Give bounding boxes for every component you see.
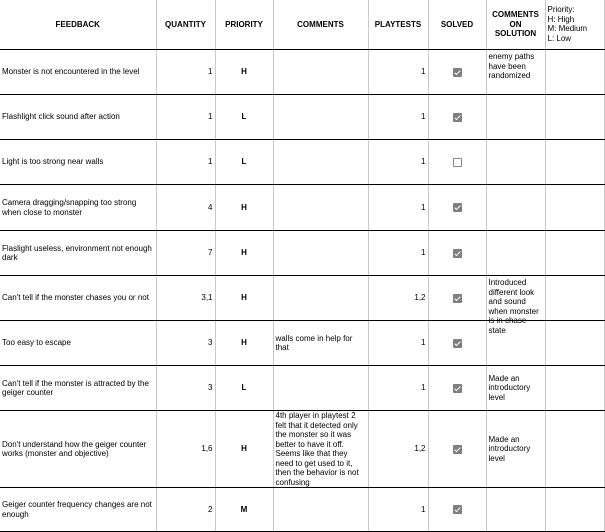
playtests-cell[interactable]: 1 bbox=[368, 366, 428, 411]
checked-checkbox[interactable] bbox=[453, 445, 462, 454]
checked-checkbox[interactable] bbox=[453, 505, 462, 514]
priority-cell[interactable]: L bbox=[215, 140, 273, 185]
solved-cell[interactable] bbox=[428, 276, 486, 321]
solution-cell[interactable] bbox=[486, 95, 545, 140]
legend-title: Priority: bbox=[547, 5, 575, 14]
table-row bbox=[0, 140, 604, 185]
empty-cell[interactable] bbox=[545, 185, 604, 231]
checked-checkbox[interactable] bbox=[453, 68, 462, 77]
solution-cell[interactable] bbox=[486, 50, 545, 95]
table-row bbox=[0, 50, 604, 95]
solution-cell[interactable] bbox=[486, 140, 545, 185]
header-comments[interactable]: COMMENTS bbox=[273, 0, 368, 50]
empty-cell[interactable] bbox=[545, 488, 604, 532]
quantity-cell[interactable]: 4 bbox=[156, 185, 215, 231]
legend-high: H: High bbox=[547, 14, 575, 24]
empty-cell[interactable] bbox=[545, 231, 604, 276]
comments-cell[interactable] bbox=[273, 185, 368, 231]
comments-cell[interactable] bbox=[273, 366, 368, 411]
empty-cell[interactable] bbox=[545, 95, 604, 140]
playtests-cell[interactable]: 1 bbox=[368, 50, 428, 95]
solution-text: Introduced different look and sound when monster is in chase state bbox=[488, 278, 539, 335]
solution-cell[interactable] bbox=[486, 488, 545, 532]
solution-text: enemy paths have been randomized bbox=[488, 52, 535, 80]
playtests-cell[interactable]: 1,2 bbox=[368, 411, 428, 488]
solution-cell[interactable] bbox=[486, 366, 545, 411]
solved-cell[interactable] bbox=[428, 366, 486, 411]
feedback-cell[interactable]: Geiger counter frequency changes are not enough bbox=[0, 488, 156, 532]
playtests-cell[interactable]: 1 bbox=[368, 321, 428, 366]
checked-checkbox[interactable] bbox=[453, 203, 462, 212]
solution-cell[interactable] bbox=[486, 231, 545, 276]
feedback-cell[interactable]: Light is too strong near walls bbox=[0, 140, 156, 185]
legend-medium: M: Medium bbox=[547, 24, 588, 33]
comments-cell[interactable] bbox=[273, 276, 368, 321]
solution-cell[interactable] bbox=[486, 185, 545, 231]
feedback-cell[interactable]: Flashlight click sound after action bbox=[0, 95, 156, 140]
table-row bbox=[0, 366, 604, 411]
playtests-cell[interactable]: 1 bbox=[368, 231, 428, 276]
solved-cell[interactable] bbox=[428, 411, 486, 488]
priority-legend[interactable] bbox=[545, 0, 604, 50]
solved-cell[interactable] bbox=[428, 488, 486, 532]
empty-cell[interactable] bbox=[545, 411, 604, 488]
solution-text: Made an introductory level bbox=[488, 373, 531, 402]
priority-cell[interactable]: H bbox=[215, 185, 273, 231]
quantity-cell[interactable]: 1 bbox=[156, 50, 215, 95]
table-row bbox=[0, 231, 604, 276]
priority-cell[interactable]: L bbox=[215, 95, 273, 140]
playtests-cell[interactable]: 1 bbox=[368, 488, 428, 532]
playtests-cell[interactable]: 1 bbox=[368, 140, 428, 185]
feedback-cell[interactable]: Don't understand how the geiger counter works (monster and objective) bbox=[0, 411, 156, 488]
empty-cell[interactable] bbox=[545, 140, 604, 185]
playtests-cell[interactable]: 1 bbox=[368, 185, 428, 231]
priority-cell[interactable]: H bbox=[215, 50, 273, 95]
solution-cell[interactable] bbox=[486, 276, 545, 335]
priority-cell[interactable]: H bbox=[215, 276, 273, 321]
comments-cell[interactable]: walls come in help for that bbox=[273, 321, 368, 366]
quantity-cell[interactable]: 3,1 bbox=[156, 276, 215, 321]
solved-cell[interactable] bbox=[428, 231, 486, 276]
priority-cell[interactable]: H bbox=[215, 321, 273, 366]
quantity-cell[interactable]: 1 bbox=[156, 140, 215, 185]
table-row bbox=[0, 95, 604, 140]
quantity-cell[interactable]: 2 bbox=[156, 488, 215, 532]
empty-cell[interactable] bbox=[545, 50, 604, 95]
quantity-cell[interactable]: 3 bbox=[156, 366, 215, 411]
comments-cell[interactable]: 4th player in playtest 2 felt that it detected only the monster so it was better to have it off. Seems like that they need to get used to it, then the behavior is not confusing bbox=[273, 411, 368, 488]
quantity-cell[interactable]: 7 bbox=[156, 231, 215, 276]
table-row bbox=[0, 276, 604, 321]
quantity-cell[interactable]: 1,6 bbox=[156, 411, 215, 488]
quantity-cell[interactable]: 3 bbox=[156, 321, 215, 366]
header-comments-on-solution[interactable]: COMMENTS ON SOLUTION bbox=[486, 0, 545, 50]
feedback-cell[interactable]: Can't tell if the monster is attracted by the geiger counter bbox=[0, 366, 156, 411]
feedback-cell[interactable]: Camera dragging/snapping too strong when close to monster bbox=[0, 185, 156, 231]
table-row bbox=[0, 321, 604, 366]
header-solved[interactable]: SOLVED bbox=[428, 0, 486, 50]
playtests-cell[interactable]: 1 bbox=[368, 95, 428, 140]
solution-cell[interactable] bbox=[486, 411, 545, 488]
empty-cell[interactable] bbox=[545, 366, 604, 411]
feedback-cell[interactable]: Monster is not encountered in the level bbox=[0, 50, 156, 95]
solution-text: Made an introductory level bbox=[488, 434, 531, 463]
table-row bbox=[0, 185, 604, 231]
comments-cell[interactable] bbox=[273, 50, 368, 95]
quantity-cell[interactable]: 1 bbox=[156, 95, 215, 140]
comments-cell[interactable] bbox=[273, 231, 368, 276]
solved-cell[interactable] bbox=[428, 95, 486, 140]
solved-cell[interactable] bbox=[428, 321, 486, 366]
checked-checkbox[interactable] bbox=[453, 339, 462, 348]
header-quantity[interactable]: QUANTITY bbox=[156, 0, 215, 50]
solved-cell[interactable] bbox=[428, 50, 486, 95]
feedback-cell[interactable]: Flaslight useless, environment not enough dark bbox=[0, 231, 156, 276]
comments-cell[interactable] bbox=[273, 95, 368, 140]
comments-cell[interactable] bbox=[273, 140, 368, 185]
table-row bbox=[0, 488, 604, 532]
priority-cell[interactable]: M bbox=[215, 488, 273, 532]
solved-cell[interactable] bbox=[428, 185, 486, 231]
header-row bbox=[0, 0, 604, 50]
unchecked-checkbox[interactable] bbox=[453, 158, 462, 167]
table-row bbox=[0, 411, 604, 488]
checked-checkbox[interactable] bbox=[453, 249, 462, 258]
empty-cell[interactable] bbox=[545, 276, 604, 321]
feedback-cell[interactable]: Can't tell if the monster chases you or not bbox=[0, 276, 156, 321]
priority-cell[interactable]: L bbox=[215, 366, 273, 411]
header-feedback[interactable]: FEEDBACK bbox=[0, 0, 156, 50]
checked-checkbox[interactable] bbox=[453, 113, 462, 122]
feedback-cell[interactable]: Too easy to escape bbox=[0, 321, 156, 366]
comments-cell[interactable] bbox=[273, 488, 368, 532]
priority-cell[interactable]: H bbox=[215, 231, 273, 276]
playtests-cell[interactable]: 1,2 bbox=[368, 276, 428, 321]
empty-cell[interactable] bbox=[545, 321, 604, 366]
checked-checkbox[interactable] bbox=[453, 294, 462, 303]
checked-checkbox[interactable] bbox=[453, 384, 462, 393]
legend-low: L: Low bbox=[547, 33, 572, 43]
header-playtests[interactable]: PLAYTESTS bbox=[368, 0, 428, 50]
header-priority[interactable]: PRIORITY bbox=[215, 0, 273, 50]
solved-cell[interactable] bbox=[428, 140, 486, 185]
priority-cell[interactable]: H bbox=[215, 411, 273, 488]
